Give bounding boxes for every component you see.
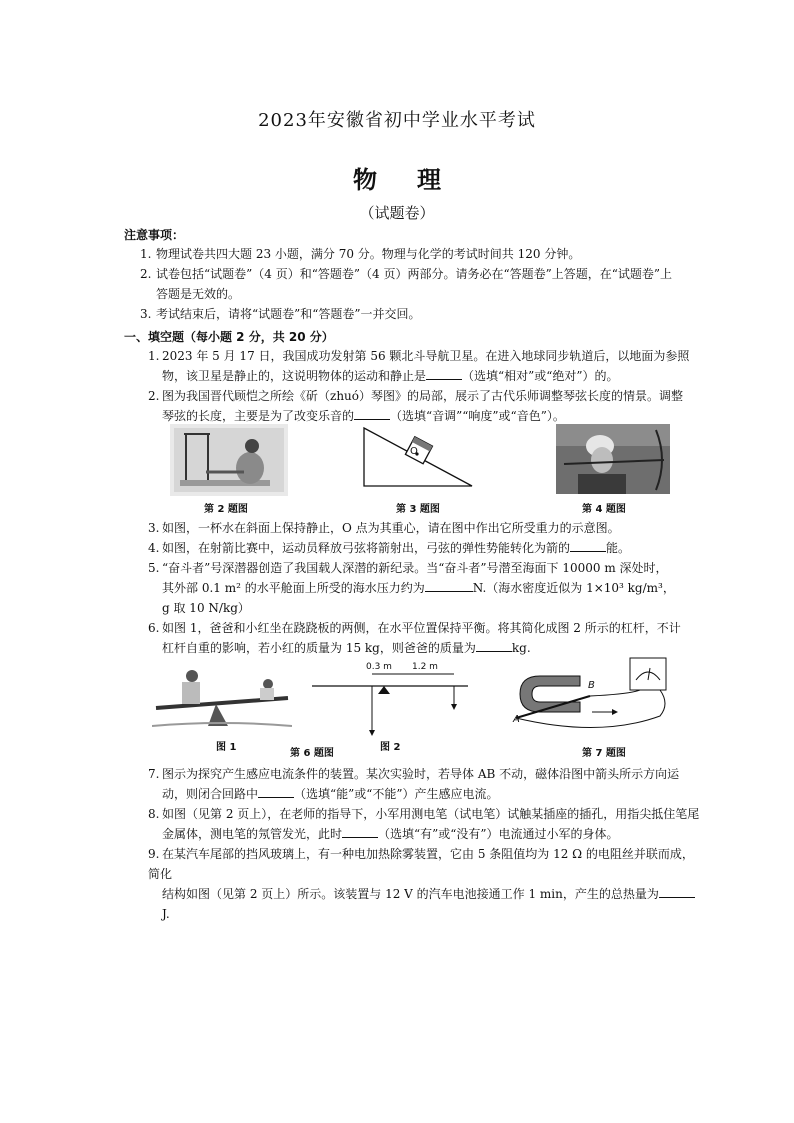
notice-item: 2. 试卷包括“试题卷”（4 页）和“答题卷”（4 页）两部分。请务必在“答题卷”上答题，在“试题卷”上 答题是无效的。 (140, 267, 672, 301)
point-a-label: A (513, 714, 520, 725)
answer-blank[interactable] (342, 825, 378, 838)
notice-item: 1. 物理试卷共四大题 23 小题，满分 70 分。物理与化学的考试时间共 120 分钟。 (140, 247, 581, 261)
seesaw-figure (152, 664, 292, 730)
figure-caption: 图 1 (216, 742, 237, 753)
answer-blank[interactable] (425, 579, 473, 592)
answer-blank[interactable] (659, 885, 695, 898)
figure-caption: 第 7 题图 (582, 748, 626, 759)
question-5: 5. “奋斗者”号深潜器创造了我国载人深潜的新纪录。当“奋斗者”号潜至海面下 10000 m 深处时， 其外部 0.1 m² 的水平舱面上所受的海水压力约为 N.（海水密度近似为 1×10³ kg/m³， g 取 10 N/kg） (148, 561, 675, 615)
notice-item: 3. 考试结束后，请将“试题卷”和“答题卷”一并交回。 (140, 307, 421, 321)
question-9: 9. 在某汽车尾部的挡风玻璃上，有一种电加热除雾装置，它由 5 条阻值均为 12 Ω 的电阻丝并联而成，简化 结构如图（见第 2 页上）所示。该装置与 12 V 的汽车电池接通工作 1 min，产生的总热量为J. (148, 847, 694, 921)
question-4: 4. 如图，在射箭比赛中，运动员释放弓弦将箭射出，弓弦的弹性势能转化为箭的 能。 (148, 541, 631, 555)
question-7: 7. 图示为探究产生感应电流条件的装置。某次实验时，若导体 AB 不动，磁体沿图中箭头所示方向运 动，则闭合回路中 （选填“能”或“不能”）产生感应电流。 (148, 767, 680, 801)
question-2: 2. 图为我国晋代顾恺之所绘《斫（zhuó）琴图》的局部，展示了古代乐师调整琴弦长度的情景。调整 琴弦的长度，主要是为了改变乐音的 （选填“音调”“响度”或“音色”）。 (148, 389, 684, 423)
answer-blank[interactable] (258, 785, 294, 798)
section-heading: 一、填空题（每小题 2 分，共 20 分） (124, 330, 334, 344)
question-8: 8. 如图（见第 2 页上），在老师的指导下，小军用测电笔（试电笔）试触某插座的插孔，用指尖抵住笔尾 金属体，测电笔的氖管发光，此时 （选填“有”或“没有”）电流通过小军的身体。 (148, 807, 700, 841)
figure-caption: 图 2 (380, 742, 401, 753)
subject-title: 物理 (353, 165, 481, 194)
archer-photo-figure (556, 424, 670, 494)
question-1: 1. 2023 年 5 月 17 日，我国成功发射第 56 颗北斗导航卫星。在进入地球同步轨道后，以地面为参照 物，该卫星是静止的，这说明物体的运动和静止是 （选填“相对”或“绝对”）的。 (148, 349, 690, 383)
figure-caption: 第 3 题图 (396, 504, 440, 515)
figure-caption: 第 4 题图 (582, 504, 626, 515)
point-b-label: B (588, 680, 595, 691)
induction-apparatus-figure (510, 654, 690, 738)
notice-heading: 注意事项： (124, 228, 185, 242)
figure-caption: 第 6 题图 (290, 748, 334, 759)
exam-title: 2023年安徽省初中学业水平考试 (258, 110, 536, 131)
question-3: 3. 如图，一杯水在斜面上保持静止，O 点为其重心，请在图中作出它所受重力的示意图。 (148, 521, 620, 535)
incline-figure (360, 424, 478, 490)
question-6: 6. 如图 1，爸爸和小红坐在跷跷板的两侧，在水平位置保持平衡。将其简化成图 2 所示的杠杆，不计 杠杆自重的影响，若小红的质量为 15 kg，则爸爸的质量为 kg. (148, 621, 681, 655)
point-o-label: O (410, 446, 418, 457)
answer-blank[interactable] (354, 407, 390, 420)
figure-caption: 第 2 题图 (204, 504, 248, 515)
qin-painting-figure (170, 424, 288, 496)
lever-left-arm-label: 0.3 m (366, 662, 392, 672)
lever-right-arm-label: 1.2 m (412, 662, 438, 672)
volume-label: （试题卷） (359, 204, 435, 222)
answer-blank[interactable] (476, 639, 512, 652)
answer-blank[interactable] (570, 539, 606, 552)
answer-blank[interactable] (426, 367, 462, 380)
